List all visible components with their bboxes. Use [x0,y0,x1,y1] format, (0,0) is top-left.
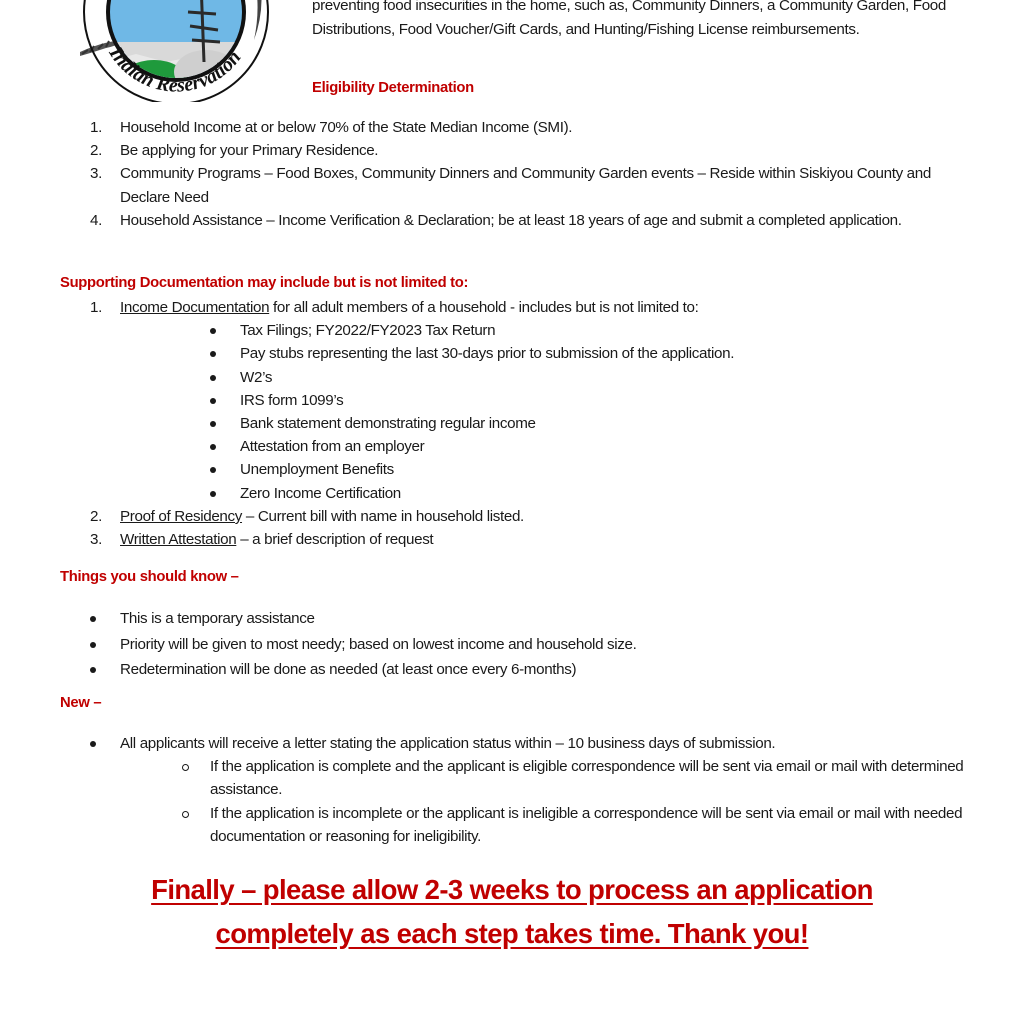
eligibility-list [90,116,980,232]
bullet-item: Bank statement demonstrating regular income [210,412,970,435]
sub-bullet-item: If the application is complete and the applicant is eligible correspondence will be sent via email or mail with determined assistance. [180,755,970,801]
notice-line-2: completely as each step takes time. Thank you! [215,918,809,949]
hollow-bullet-icon [182,764,189,771]
eligibility-item: 2. Be applying for your Primary Residence. [90,142,379,160]
supporting-documentation-list [90,296,970,551]
written-attestation-title: Written Attestation [120,531,237,549]
bullet-icon [210,421,216,427]
written-attestation-item: 3. Written Attestation – a brief description of request [90,531,434,549]
eligibility-item: 1. Household Income at or below 70% of the State Median Income (SMI). [90,119,573,136]
bullet-item: Redetermination will be done as needed (at least once every 6-months) [90,657,970,683]
supporting-documentation-heading: Supporting Documentation may include but is not limited to: [60,275,469,291]
hollow-bullet-icon [182,811,189,818]
bullet-icon [210,467,216,473]
new-heading: New – [60,695,102,711]
bullet-icon [210,444,216,450]
bullet-icon [210,398,216,404]
bullet-item: Zero Income Certification [210,482,970,505]
processing-time-notice [60,868,964,956]
bullet-icon [210,491,216,497]
bullet-item: Priority will be given to most needy; based on lowest income and household size. [90,632,970,658]
eligibility-item: 3. Community Programs – Food Boxes, Community Dinners and Community Garden events – Reside within Siskiyou County and Declare Need [90,165,931,206]
seal-icon [76,0,276,102]
program-description: preventing food insecurities in the home, such as, Community Dinners, a Community Garden, Food Distributions, Food Voucher/Gift Cards, and Hunting/Fishing License reimbursements. [312,0,946,38]
income-documentation-bullets [210,319,970,505]
bullet-icon [90,741,96,747]
bullet-item: Pay stubs representing the last 30-days prior to submission of the application. [210,342,970,365]
reservation-seal-logo [76,0,276,102]
bullet-icon [210,351,216,357]
bullet-item: W2’s [210,366,970,389]
bullet-item: This is a temporary assistance [90,606,970,632]
new-list [90,732,970,848]
bullet-item: Attestation from an employer [210,435,970,458]
bullet-icon [210,375,216,381]
bullet-item: All applicants will receive a letter stating the application status within – 10 business days of submission. If the application is complete and the applicant is eligible correspondence will be sent via email or mail with determined assistance. If the application is incomplete or the applicant is ineligible a correspondence will be sent via email or mail with needed documentation or reasoning for ineligibility. [90,732,970,848]
things-to-know-list [90,606,970,683]
bullet-icon [90,616,96,622]
bullet-icon [210,328,216,334]
bullet-icon [90,642,96,648]
notice-line-1: Finally – please allow 2-3 weeks to process an application [151,874,873,905]
bullet-item: Tax Filings; FY2022/FY2023 Tax Return [210,319,970,342]
things-to-know-heading: Things you should know – [60,569,239,585]
sub-bullet-item: If the application is incomplete or the applicant is ineligible a correspondence will be sent via email or mail with needed documentation or reasoning for ineligibility. [180,802,970,848]
eligibility-item: 4. Household Assistance – Income Verification & Declaration; be at least 18 years of age and submit a completed application. [90,211,902,229]
income-documentation-title: Income Documentation [120,299,270,316]
bullet-icon [90,667,96,673]
proof-of-residency-item: 2. Proof of Residency – Current bill with name in household listed. [90,507,524,525]
svg-text:Indian Reservation: Indian Reservation [104,43,246,97]
bullet-item: Unemployment Benefits [210,458,970,481]
eligibility-heading: Eligibility Determination [312,80,474,96]
income-documentation-item: 1. Income Documentation for all adult members of a household - includes but is not limited to: Tax Filings; FY2022/FY2023 Tax Return Pay stubs representing the last 30-days prior to submission of the application. W2’s IRS form 1099’s Bank statement demonstrating regular income Attestation from an employer Unemployment Benefits Zero Income Certification [90,296,970,505]
proof-of-residency-title: Proof of Residency [120,507,243,525]
bullet-item: IRS form 1099’s [210,389,970,412]
new-sub-list [180,755,970,848]
